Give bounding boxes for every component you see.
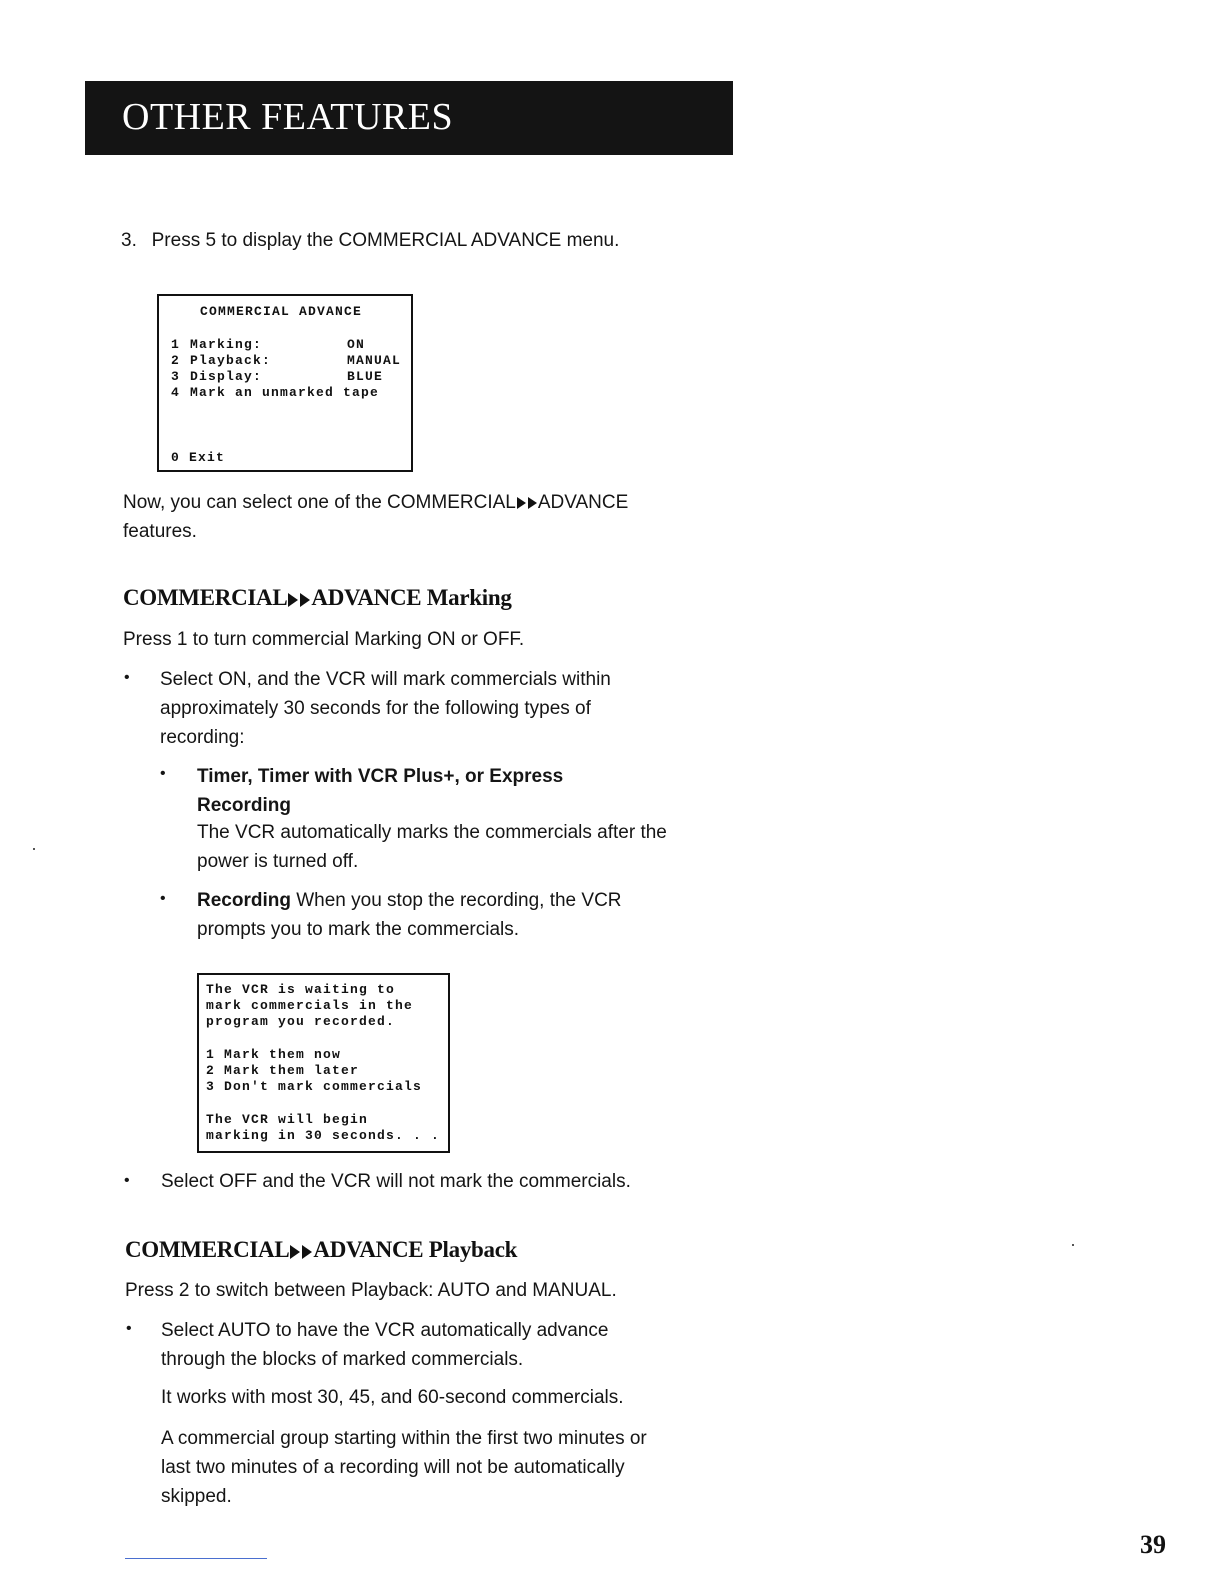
menu-item-label: Display: — [190, 369, 263, 384]
prompt-option: 2 Mark them later — [206, 1063, 360, 1078]
prompt-option: 3 Don't mark commercials — [206, 1079, 423, 1094]
sub-bullet-title: Recording — [197, 890, 291, 911]
bullet-icon: • — [160, 765, 166, 782]
double-arrow-icon — [516, 492, 538, 513]
prompt-text-line: The VCR will begin — [206, 1112, 369, 1127]
menu-screen-title: COMMERCIAL ADVANCE — [200, 304, 363, 319]
menu-item-number: 3 — [171, 369, 181, 384]
sub-bullet-body: The VCR automatically marks the commercials after the — [197, 822, 667, 843]
sub-bullet-body: When you stop the recording, the VCR — [290, 890, 622, 911]
playback-intro: Press 2 to switch between Playback: AUTO and MANUAL. — [125, 1280, 617, 1301]
double-arrow-icon — [289, 1237, 313, 1262]
scan-speck — [33, 848, 35, 850]
page-number: 39 — [1140, 1530, 1166, 1559]
playback-para2-line: skipped. — [161, 1486, 232, 1507]
bullet-auto-line: through the blocks of marked commercials. — [161, 1349, 524, 1370]
prompt-text-line: The VCR is waiting to — [206, 982, 396, 997]
heading-text-a: COMMERCIAL — [123, 585, 288, 610]
sub-bullet-body: prompts you to mark the commercials. — [197, 919, 520, 940]
select-intro-text-a: Now, you can select one of the COMMERCIAL — [123, 492, 516, 513]
heading-text-b: ADVANCE Marking — [311, 585, 512, 610]
menu-item-label: Playback: — [190, 353, 272, 368]
bullet-icon: • — [124, 1172, 130, 1189]
bullet-on-line: approximately 30 seconds for the following types of — [160, 698, 591, 719]
step-3-text: 3. Press 5 to display the COMMERCIAL ADVANCE menu. — [121, 230, 620, 251]
prompt-text-line: marking in 30 seconds. . . — [206, 1128, 441, 1143]
prompt-text-line: program you recorded. — [206, 1014, 396, 1029]
footer-rule — [125, 1558, 267, 1559]
bullet-on-line: Select ON, and the VCR will mark commercials within — [160, 669, 611, 690]
heading-text-a: COMMERCIAL — [125, 1237, 290, 1262]
heading-text-b: ADVANCE Playback — [313, 1237, 518, 1262]
sub-bullet-recording-line1 — [197, 886, 622, 915]
menu-item-number: 1 — [171, 337, 181, 352]
menu-item-number: 4 — [171, 385, 181, 400]
bullet-icon: • — [126, 1320, 132, 1337]
bullet-icon: • — [160, 890, 166, 907]
playback-para2-line: A commercial group starting within the first two minutes or — [161, 1428, 647, 1449]
bullet-on-line: recording: — [160, 727, 245, 748]
marking-section-heading — [123, 585, 512, 611]
prompt-text-line: mark commercials in the — [206, 998, 414, 1013]
scan-speck — [1072, 1244, 1074, 1246]
playback-para2-line: last two minutes of a recording will not be automatically — [161, 1457, 625, 1478]
page-title: OTHER FEATURES — [122, 96, 454, 138]
menu-item-label: Mark an unmarked tape — [190, 385, 380, 400]
commercial-advance-menu-screen — [157, 294, 413, 472]
bullet-auto-line: Select AUTO to have the VCR automatically advance — [161, 1320, 609, 1341]
mark-commercials-prompt-screen — [197, 973, 450, 1153]
bullet-icon: • — [124, 669, 130, 686]
select-intro-text-b: ADVANCE — [537, 492, 629, 513]
sub-bullet-body: power is turned off. — [197, 851, 359, 872]
playback-para1: It works with most 30, 45, and 60-second commercials. — [161, 1387, 624, 1408]
select-intro-line2: features. — [123, 521, 197, 542]
select-intro-line1 — [123, 488, 628, 517]
menu-item-value: ON — [347, 337, 366, 352]
menu-item-value: BLUE — [347, 369, 384, 384]
menu-item-label: Marking: — [190, 337, 263, 352]
sub-bullet-title: Timer, Timer with VCR Plus+, or Express — [197, 766, 564, 787]
menu-item-value: MANUAL — [347, 353, 402, 368]
marking-intro: Press 1 to turn commercial Marking ON or OFF. — [123, 629, 525, 650]
double-arrow-icon — [287, 585, 311, 610]
prompt-option: 1 Mark them now — [206, 1047, 342, 1062]
bullet-off-text: Select OFF and the VCR will not mark the commercials. — [161, 1171, 631, 1192]
playback-section-heading — [125, 1237, 517, 1263]
menu-exit-option: 0 Exit — [171, 450, 226, 465]
section-header-bar — [85, 81, 733, 155]
menu-item-number: 2 — [171, 353, 181, 368]
sub-bullet-title: Recording — [197, 795, 291, 816]
